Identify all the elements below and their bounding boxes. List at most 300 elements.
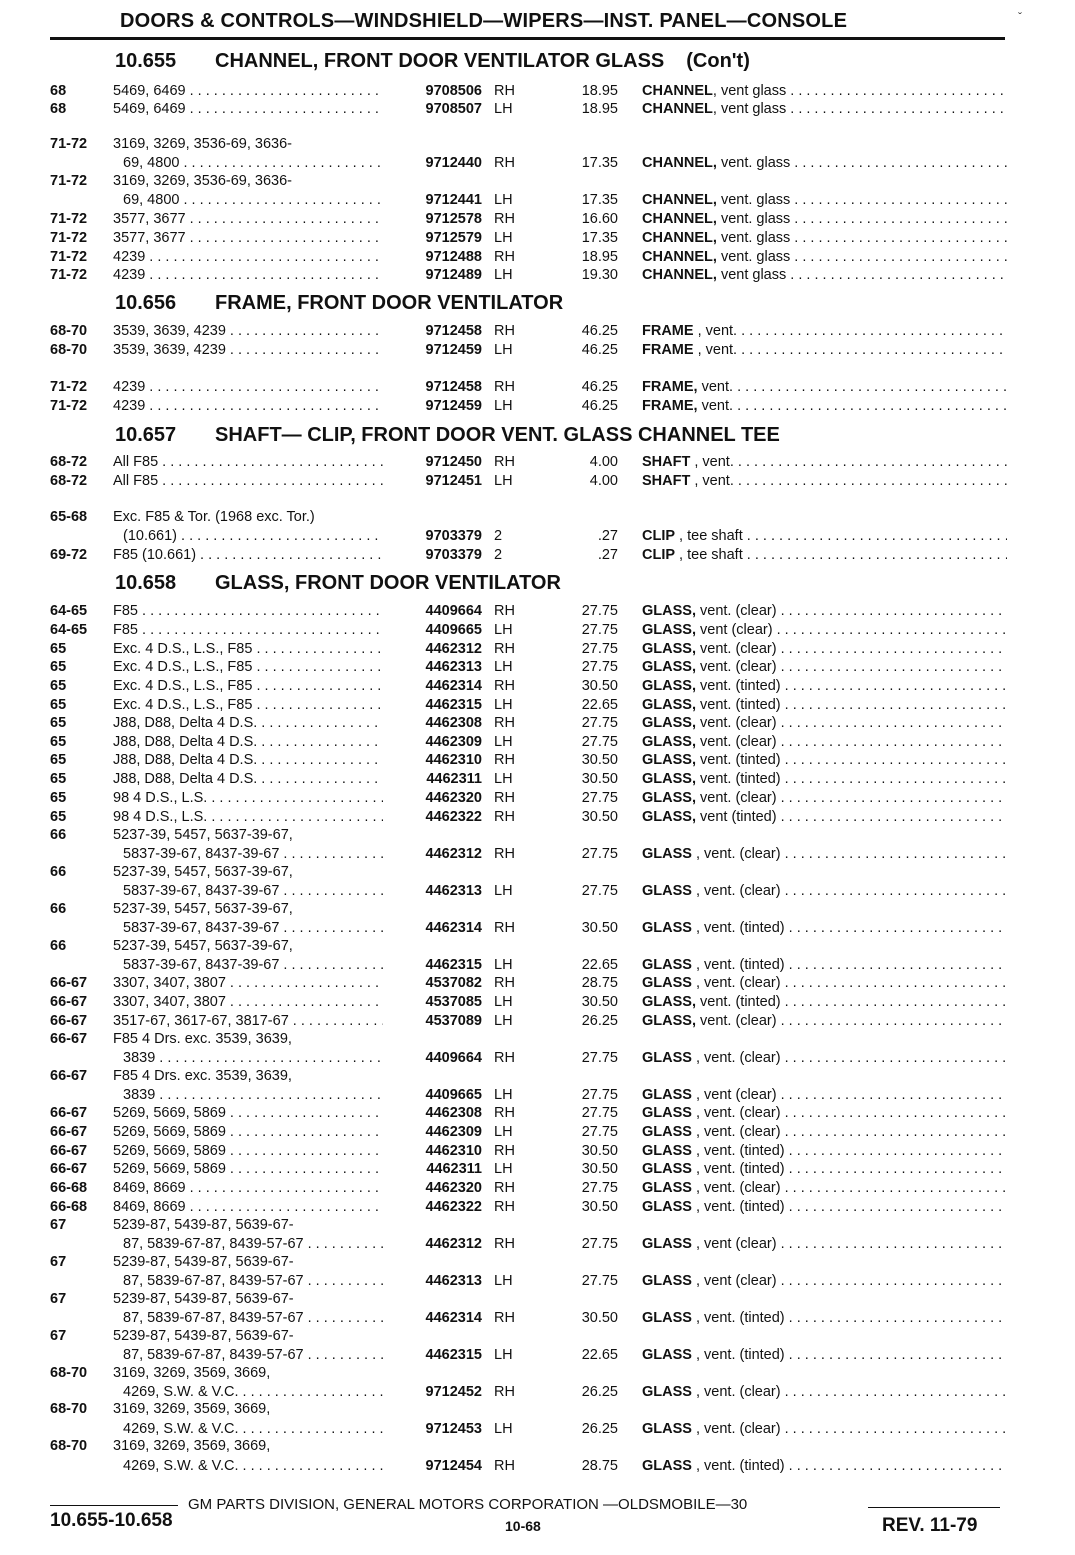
footer-publisher: GM PARTS DIVISION, GENERAL MOTORS CORPORATION —OLDSMOBILE—30	[188, 1496, 748, 1513]
parts-row	[0, 1086, 1075, 1105]
model-numbers: 5237-39, 5457, 5637-39-67,	[113, 864, 293, 880]
model-years: 66-68	[50, 1180, 88, 1196]
part-detail: , vent. (clear)	[691, 883, 781, 899]
price: 27.75	[581, 1236, 618, 1252]
model-numbers: 87, 5839-67-87, 8439-57-67 . . .	[123, 1309, 383, 1328]
model-numbers: 4239 . . .	[113, 266, 383, 285]
parts-row	[0, 974, 1075, 993]
side-or-qty: RH	[494, 678, 515, 694]
model-years: 65	[50, 809, 67, 825]
part-detail: , vent (clear)	[691, 1273, 777, 1289]
price: 26.25	[581, 1384, 618, 1400]
part-number: 4462312	[425, 641, 482, 657]
part-description	[642, 1309, 1007, 1328]
part-name: GLASS,	[642, 752, 696, 768]
part-name: GLASS	[642, 1458, 692, 1474]
part-number: 4409665	[425, 1087, 482, 1103]
part-number: 4462311	[426, 771, 482, 787]
parts-row	[0, 1030, 1075, 1049]
part-number: 9712451	[425, 473, 482, 489]
side-or-qty: LH	[494, 1161, 513, 1177]
part-name: GLASS	[642, 846, 692, 862]
part-detail: vent.	[697, 379, 734, 395]
part-detail: , vent. (clear)	[691, 1384, 781, 1400]
parts-row	[0, 1253, 1075, 1272]
price: 30.50	[581, 994, 618, 1010]
parts-row	[0, 602, 1075, 621]
model-numbers: All F85 . . .	[113, 453, 383, 472]
part-number: 9712440	[425, 155, 482, 171]
price: 27.75	[581, 622, 618, 638]
part-detail: vent. (clear)	[695, 790, 777, 806]
part-detail: vent (tinted)	[695, 809, 777, 825]
part-description	[642, 1086, 1007, 1105]
parts-row	[0, 1160, 1075, 1179]
price: 26.25	[581, 1013, 618, 1029]
part-name: GLASS	[642, 975, 692, 991]
model-numbers: Exc. 4 D.S., L.S., F85 . . .	[113, 640, 383, 659]
model-years: 66-67	[50, 1068, 88, 1084]
model-numbers: (10.661) . . .	[123, 527, 383, 546]
part-name: GLASS,	[642, 622, 696, 638]
part-detail: , vent. (clear)	[691, 975, 781, 991]
part-number: 4537082	[425, 975, 482, 991]
model-years: 68-70	[50, 1365, 88, 1381]
part-number: 9712458	[425, 323, 482, 339]
price: 17.35	[581, 230, 618, 246]
model-numbers: 5269, 5669, 5869 . . .	[113, 1160, 383, 1179]
side-or-qty: LH	[494, 697, 513, 713]
model-years: 67	[50, 1254, 67, 1270]
corner-mark: ˇ	[1018, 10, 1022, 24]
model-numbers: F85 . . .	[113, 621, 383, 640]
side-or-qty: LH	[494, 771, 513, 787]
parts-row	[0, 937, 1075, 956]
part-number: 4462311	[426, 1161, 482, 1177]
parts-row	[0, 1400, 1075, 1419]
model-numbers: 5237-39, 5457, 5637-39-67,	[113, 901, 293, 917]
section-continued: (Con't)	[686, 50, 750, 72]
part-name: GLASS,	[642, 678, 696, 694]
side-or-qty: RH	[494, 379, 515, 395]
part-detail: vent. glass	[716, 230, 791, 246]
side-or-qty: LH	[494, 994, 513, 1010]
part-name: GLASS,	[642, 790, 696, 806]
side-or-qty: RH	[494, 1458, 515, 1474]
part-number: 4462308	[425, 1105, 482, 1121]
side-or-qty: LH	[494, 883, 513, 899]
model-numbers: F85 (10.661) . . .	[113, 546, 383, 565]
part-name: GLASS	[642, 1199, 692, 1215]
model-numbers: 3577, 3677 . . .	[113, 210, 383, 229]
model-numbers: All F85 . . .	[113, 472, 383, 491]
parts-row	[0, 508, 1075, 527]
model-numbers: 8469, 8669 . . .	[113, 1198, 383, 1217]
part-name: GLASS,	[642, 603, 696, 619]
part-name: GLASS,	[642, 734, 696, 750]
parts-row	[0, 993, 1075, 1012]
part-number: 9712441	[425, 192, 482, 208]
side-or-qty: RH	[494, 603, 515, 619]
part-name: CHANNEL,	[642, 211, 717, 227]
part-name: GLASS	[642, 1421, 692, 1437]
price: 27.75	[581, 603, 618, 619]
part-name: CLIP	[642, 528, 676, 544]
part-description	[642, 1142, 1007, 1161]
section-heading-10-656	[115, 292, 563, 315]
part-number: 9712452	[425, 1384, 482, 1400]
model-years: 66-67	[50, 975, 88, 991]
model-years: 71-72	[50, 211, 88, 227]
model-years: 68-70	[50, 342, 88, 358]
model-numbers: 3539, 3639, 4239 . . .	[113, 322, 383, 341]
part-number: 4462314	[425, 678, 482, 694]
model-numbers: Exc. 4 D.S., L.S., F85 . . .	[113, 658, 383, 677]
page-number: 10-68	[505, 1518, 541, 1534]
part-detail: vent. (clear)	[695, 715, 777, 731]
model-numbers: 5837-39-67, 8437-39-67 . . .	[123, 956, 383, 975]
header-rule	[50, 37, 1005, 40]
part-detail: , vent. (tinted)	[691, 1161, 785, 1177]
parts-row	[0, 1290, 1075, 1309]
part-number: 9712488	[425, 249, 482, 265]
part-name: GLASS	[642, 1161, 692, 1177]
model-numbers: 5239-87, 5439-87, 5639-67-	[113, 1254, 294, 1270]
section-heading-10-658	[115, 572, 561, 595]
parts-row	[0, 191, 1075, 210]
part-detail: , vent.	[693, 323, 738, 339]
model-numbers: 98 4 D.S., L.S. . . .	[113, 789, 383, 808]
model-numbers: 5239-87, 5439-87, 5639-67-	[113, 1328, 294, 1344]
part-detail: vent. glass	[716, 249, 791, 265]
parts-row	[0, 1104, 1075, 1123]
part-description	[642, 733, 1007, 752]
revision-date: REV. 11-79	[882, 1515, 978, 1536]
parts-row	[0, 397, 1075, 416]
part-description	[642, 527, 1007, 546]
parts-row	[0, 1179, 1075, 1198]
parts-row	[0, 1437, 1075, 1456]
side-or-qty: RH	[494, 641, 515, 657]
price: 22.65	[581, 1347, 618, 1363]
parts-row	[0, 154, 1075, 173]
model-years: 66-67	[50, 1143, 88, 1159]
parts-row	[0, 1049, 1075, 1068]
part-number: 4462315	[425, 697, 482, 713]
parts-row	[0, 1457, 1075, 1476]
part-name: GLASS	[642, 920, 692, 936]
part-description	[642, 882, 1007, 901]
model-years: 66-68	[50, 1199, 88, 1215]
part-number: 9712450	[425, 454, 482, 470]
model-numbers: 3577, 3677 . . .	[113, 229, 383, 248]
model-numbers: Exc. 4 D.S., L.S., F85 . . .	[113, 677, 383, 696]
part-number: 4462313	[425, 659, 482, 675]
part-description	[642, 956, 1007, 975]
parts-row	[0, 546, 1075, 565]
part-description	[642, 658, 1007, 677]
side-or-qty: RH	[494, 1180, 515, 1196]
part-number: 4462308	[425, 715, 482, 731]
side-or-qty: 2	[494, 528, 503, 544]
price: 16.60	[581, 211, 618, 227]
side-or-qty: LH	[494, 1421, 513, 1437]
part-description	[642, 640, 1007, 659]
model-numbers: 4269, S.W. & V.C. . . .	[123, 1457, 383, 1476]
part-description	[642, 1123, 1007, 1142]
part-description	[642, 1160, 1007, 1179]
part-detail: vent. glass	[716, 155, 791, 171]
model-numbers: 5837-39-67, 8437-39-67 . . .	[123, 919, 383, 938]
model-years: 67	[50, 1217, 67, 1233]
side-or-qty: LH	[494, 398, 513, 414]
part-number: 4409664	[425, 1050, 482, 1066]
model-years: 71-72	[50, 136, 88, 152]
parts-row	[0, 640, 1075, 659]
part-detail: , vent. (tinted)	[691, 1458, 785, 1474]
side-or-qty: RH	[494, 323, 515, 339]
model-years: 66-67	[50, 994, 88, 1010]
part-name: GLASS	[642, 1236, 692, 1252]
part-description	[642, 1049, 1007, 1068]
side-or-qty: RH	[494, 155, 515, 171]
part-name: GLASS,	[642, 809, 696, 825]
model-numbers: 4239 . . .	[113, 378, 383, 397]
side-or-qty: RH	[494, 975, 515, 991]
model-numbers: 4239 . . .	[113, 248, 383, 267]
price: 46.25	[581, 398, 618, 414]
model-numbers: 5837-39-67, 8437-39-67 . . .	[123, 845, 383, 864]
part-detail: vent.	[697, 398, 734, 414]
side-or-qty: LH	[494, 267, 513, 283]
model-years: 68-70	[50, 323, 88, 339]
side-or-qty: RH	[494, 454, 515, 470]
section-title: SHAFT— CLIP, FRONT DOOR VENT. GLASS CHANNEL TEE	[215, 424, 780, 446]
part-detail: , vent. (tinted)	[691, 957, 785, 973]
model-numbers: J88, D88, Delta 4 D.S. . . .	[113, 714, 383, 733]
price: 30.50	[581, 1143, 618, 1159]
price: .27	[597, 528, 618, 544]
model-numbers: F85 . . .	[113, 602, 383, 621]
price: .27	[597, 547, 618, 563]
part-name: CHANNEL,	[642, 155, 717, 171]
part-number: 9712459	[425, 398, 482, 414]
parts-row	[0, 621, 1075, 640]
part-name: GLASS,	[642, 715, 696, 731]
side-or-qty: LH	[494, 192, 513, 208]
model-numbers: 3839 . . .	[123, 1086, 383, 1105]
part-detail: , vent. (tinted)	[691, 1199, 785, 1215]
part-number: 4462310	[425, 1143, 482, 1159]
side-or-qty: LH	[494, 622, 513, 638]
part-number: 9703379	[425, 528, 482, 544]
footer-rule-right	[868, 1507, 1000, 1508]
part-number: 9708507	[425, 101, 482, 117]
part-description	[642, 919, 1007, 938]
model-numbers: 3169, 3269, 3569, 3669,	[113, 1438, 271, 1454]
part-description	[642, 248, 1007, 267]
model-numbers: 5237-39, 5457, 5637-39-67,	[113, 938, 293, 954]
side-or-qty: LH	[494, 1347, 513, 1363]
parts-row	[0, 658, 1075, 677]
model-years: 68-70	[50, 1438, 88, 1454]
part-detail: , vent glass	[712, 83, 787, 99]
model-years: 66	[50, 938, 67, 954]
part-detail: vent. glass	[716, 192, 791, 208]
price: 27.75	[581, 883, 618, 899]
part-name: SHAFT	[642, 473, 691, 489]
parts-row	[0, 527, 1075, 546]
parts-row	[0, 1012, 1075, 1031]
parts-row	[0, 1198, 1075, 1217]
parts-row	[0, 845, 1075, 864]
side-or-qty: RH	[494, 846, 515, 862]
part-name: GLASS	[642, 883, 692, 899]
side-or-qty: LH	[494, 1013, 513, 1029]
price: 4.00	[589, 473, 618, 489]
parts-row	[0, 863, 1075, 882]
price: 30.50	[581, 771, 618, 787]
parts-row	[0, 733, 1075, 752]
price: 22.65	[581, 697, 618, 713]
price: 30.50	[581, 809, 618, 825]
model-numbers: J88, D88, Delta 4 D.S. . . .	[113, 733, 383, 752]
model-years: 68	[50, 101, 67, 117]
part-name: GLASS,	[642, 641, 696, 657]
model-numbers: 5239-87, 5439-87, 5639-67-	[113, 1291, 294, 1307]
part-number: 4462322	[425, 809, 482, 825]
model-years: 65	[50, 734, 67, 750]
part-detail: , vent. (clear)	[691, 846, 781, 862]
model-years: 65	[50, 771, 67, 787]
parts-row	[0, 341, 1075, 360]
price: 26.25	[581, 1421, 618, 1437]
part-name: CLIP	[642, 547, 676, 563]
part-number: 9712458	[425, 379, 482, 395]
model-numbers: 5237-39, 5457, 5637-39-67,	[113, 827, 293, 843]
parts-row	[0, 826, 1075, 845]
part-number: 4462312	[425, 846, 482, 862]
price: 27.75	[581, 734, 618, 750]
part-detail: vent. (tinted)	[695, 678, 781, 694]
model-years: 68-70	[50, 1401, 88, 1417]
section-number: 10.658	[115, 572, 177, 594]
part-number: 9712454	[425, 1458, 482, 1474]
footer-section-range: 10.655-10.658	[50, 1510, 173, 1531]
parts-row	[0, 453, 1075, 472]
side-or-qty: LH	[494, 659, 513, 675]
parts-row	[0, 808, 1075, 827]
parts-row	[0, 919, 1075, 938]
part-detail: , vent. (tinted)	[691, 920, 785, 936]
model-numbers: 87, 5839-67-87, 8439-57-67 . . .	[123, 1235, 383, 1254]
side-or-qty: RH	[494, 809, 515, 825]
price: 27.75	[581, 1273, 618, 1289]
part-name: CHANNEL	[642, 101, 713, 117]
part-name: SHAFT	[642, 454, 691, 470]
section-number: 10.655	[115, 50, 177, 72]
side-or-qty: RH	[494, 1310, 515, 1326]
model-numbers: 4269, S.W. & V.C. . . .	[123, 1383, 383, 1402]
part-description	[642, 974, 1007, 993]
model-years: 71-72	[50, 249, 88, 265]
part-detail: , vent.	[693, 342, 738, 358]
parts-row	[0, 696, 1075, 715]
part-number: 4462315	[425, 957, 482, 973]
model-years: 68-72	[50, 454, 88, 470]
part-name: GLASS	[642, 1273, 692, 1289]
part-detail: , tee shaft	[675, 547, 743, 563]
part-description	[642, 472, 1007, 491]
model-numbers: 3169, 3269, 3536-69, 3636-	[113, 173, 292, 189]
part-number: 4462322	[425, 1199, 482, 1215]
model-years: 65	[50, 752, 67, 768]
model-years: 66	[50, 827, 67, 843]
parts-row	[0, 900, 1075, 919]
model-years: 66-67	[50, 1161, 88, 1177]
part-detail: , vent (clear)	[691, 1236, 777, 1252]
part-name: CHANNEL,	[642, 249, 717, 265]
part-number: 4462309	[425, 1124, 482, 1140]
part-detail: , vent. (clear)	[691, 1180, 781, 1196]
price: 18.95	[581, 83, 618, 99]
part-name: GLASS	[642, 1050, 692, 1066]
model-numbers: 3169, 3269, 3569, 3669,	[113, 1365, 271, 1381]
part-name: FRAME	[642, 342, 694, 358]
part-description	[642, 751, 1007, 770]
side-or-qty: RH	[494, 1105, 515, 1121]
side-or-qty: RH	[494, 249, 515, 265]
part-description	[642, 1235, 1007, 1254]
price: 46.25	[581, 323, 618, 339]
part-detail: , vent. (tinted)	[691, 1143, 785, 1159]
side-or-qty: RH	[494, 1384, 515, 1400]
model-years: 65	[50, 697, 67, 713]
model-years: 68	[50, 83, 67, 99]
parts-row	[0, 266, 1075, 285]
model-numbers: 69, 4800 . . .	[123, 191, 383, 210]
part-detail: vent glass	[716, 267, 787, 283]
parts-row	[0, 472, 1075, 491]
part-detail: vent. (tinted)	[695, 994, 781, 1010]
parts-row	[0, 1327, 1075, 1346]
part-detail: vent. (tinted)	[695, 697, 781, 713]
section-title: CHANNEL, FRONT DOOR VENTILATOR GLASS	[215, 50, 665, 72]
part-number: 9708506	[425, 83, 482, 99]
model-years: 71-72	[50, 230, 88, 246]
part-description	[642, 1457, 1007, 1476]
model-numbers: 5269, 5669, 5869 . . .	[113, 1123, 383, 1142]
price: 46.25	[581, 379, 618, 395]
section-heading-10-657	[115, 424, 780, 447]
model-numbers: 4239 . . .	[113, 397, 383, 416]
model-years: 65	[50, 641, 67, 657]
side-or-qty: RH	[494, 920, 515, 936]
side-or-qty: LH	[494, 473, 513, 489]
part-detail: , vent. (clear)	[691, 1124, 781, 1140]
part-name: GLASS,	[642, 771, 696, 787]
part-number: 4462314	[425, 1310, 482, 1326]
model-years: 68-72	[50, 473, 88, 489]
model-numbers: F85 4 Drs. exc. 3539, 3639,	[113, 1031, 292, 1047]
model-numbers: 87, 5839-67-87, 8439-57-67 . . .	[123, 1272, 383, 1291]
part-description	[642, 154, 1007, 173]
part-detail: , vent.	[690, 454, 734, 470]
section-heading-10-655	[115, 50, 750, 73]
price: 18.95	[581, 101, 618, 117]
part-detail: , vent. (tinted)	[691, 1347, 785, 1363]
price: 27.75	[581, 1087, 618, 1103]
